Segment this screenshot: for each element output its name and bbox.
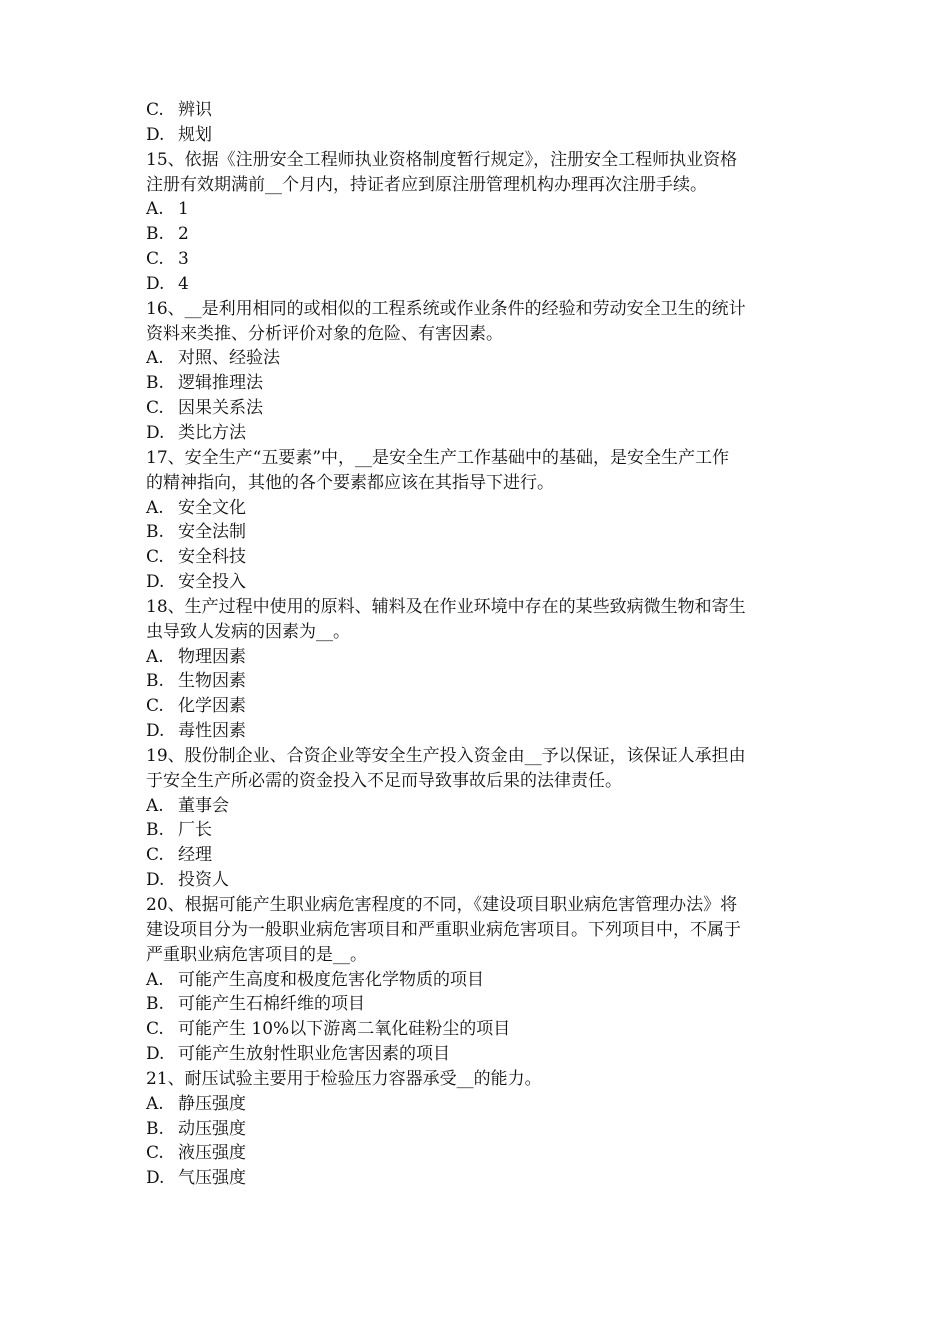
option-text: 董事会 (178, 795, 229, 816)
option-label: D. (146, 1168, 165, 1189)
option-line (146, 98, 810, 123)
option-label: C. (146, 696, 164, 717)
question-line: 16、__是利用相同的或相似的工程系统或作业条件的经验和劳动安全卫生的统计 (146, 298, 746, 319)
option-label: C. (146, 1143, 164, 1164)
option-line (146, 545, 810, 570)
option-text: 对照、经验法 (178, 348, 280, 369)
option-label: A. (146, 969, 164, 990)
option-label: C. (146, 100, 164, 120)
option-label: B. (146, 522, 164, 543)
question-line: 于安全生产所必需的资金投入不足而导致事故后果的法律责任。 (146, 770, 622, 791)
question-line: 资料来类推、分析评价对象的危险、有害因素。 (146, 323, 503, 344)
option-label: B. (146, 373, 164, 394)
option-line (146, 1117, 810, 1142)
option-label: C. (146, 1019, 164, 1040)
option-label: D. (146, 572, 165, 593)
option-line (146, 719, 810, 744)
option-line (146, 868, 810, 893)
option-text: 生物因素 (178, 671, 246, 692)
question-line: 注册有效期满前__个月内，持证者应到原注册管理机构办理再次注册手续。 (146, 174, 707, 195)
option-label: C. (146, 845, 164, 866)
option-line (146, 992, 810, 1017)
option-text: 可能产生石棉纤维的项目 (178, 994, 365, 1015)
question-line: 建设项目分为一般职业病危害项目和严重职业病危害项目。下列项目中，不属于 (146, 919, 741, 940)
option-text: 3 (178, 249, 189, 270)
option-text: 安全法制 (178, 522, 246, 543)
option-label: C. (146, 398, 164, 419)
option-label: D. (146, 273, 165, 294)
option-label: C. (146, 547, 164, 568)
question-line: 20、根据可能产生职业病危害程度的不同，《建设项目职业病危害管理办法》将 (146, 895, 738, 915)
document-page (146, 98, 810, 1191)
option-text: 厂长 (178, 820, 212, 841)
option-label: D. (146, 1044, 165, 1065)
option-text: 投资人 (178, 870, 229, 891)
option-label: D. (146, 870, 165, 891)
option-line (146, 669, 810, 694)
option-text: 因果关系法 (178, 398, 263, 419)
option-text: 类比方法 (178, 422, 246, 443)
option-label: A. (146, 348, 164, 369)
question-line: 21、耐压试验主要用于检验压力容器承受__的能力。 (146, 1068, 542, 1089)
option-label: A. (146, 199, 164, 220)
question-line: 18、生产过程中使用的原料、辅料及在作业环境中存在的某些致病微生物和寄生 (146, 596, 746, 617)
option-label: A. (146, 795, 164, 816)
option-text: 4 (178, 273, 189, 294)
option-line (146, 520, 810, 545)
option-line (146, 222, 810, 247)
option-text: 化学因素 (178, 696, 246, 717)
option-label: A. (146, 1093, 164, 1114)
option-line (146, 570, 810, 595)
option-line (146, 694, 810, 719)
question-line: 严重职业病危害项目的是__。 (146, 944, 367, 965)
option-label: B. (146, 671, 164, 692)
option-line (146, 1166, 810, 1191)
option-text: 安全投入 (178, 572, 246, 593)
option-text: 1 (178, 199, 189, 220)
option-label: B. (146, 994, 164, 1015)
option-text: 动压强度 (178, 1118, 246, 1139)
option-text: 可能产生 10%以下游离二氧化硅粉尘的项目 (178, 1019, 511, 1040)
option-line (146, 346, 810, 371)
option-text: 经理 (178, 845, 212, 866)
option-line (146, 1017, 810, 1042)
option-text: 可能产生高度和极度危害化学物质的项目 (178, 969, 484, 990)
option-text: 静压强度 (178, 1093, 246, 1114)
option-label: D. (146, 422, 165, 443)
option-text: 毒性因素 (178, 721, 246, 742)
option-text: 安全文化 (178, 497, 246, 518)
option-line (146, 645, 810, 670)
option-line (146, 123, 810, 148)
option-line (146, 1141, 810, 1166)
option-label: D. (146, 124, 165, 145)
option-text: 逻辑推理法 (178, 373, 263, 394)
option-label: B. (146, 820, 164, 841)
question-line: 17、安全生产“五要素”中，__是安全生产工作基础中的基础，是安全生产工作 (146, 447, 730, 468)
option-line (146, 421, 810, 446)
option-text: 可能产生放射性职业危害因素的项目 (178, 1044, 450, 1065)
option-line (146, 396, 810, 421)
option-line (146, 496, 810, 521)
question-line: 19、股份制企业、合资企业等安全生产投入资金由__予以保证，该保证人承担由 (146, 745, 746, 766)
option-text: 物理因素 (178, 646, 246, 667)
option-text: 2 (178, 224, 189, 245)
option-label: A. (146, 497, 164, 518)
option-line (146, 968, 810, 993)
option-text: 规划 (178, 124, 212, 145)
option-text: 安全科技 (178, 547, 246, 568)
option-line (146, 272, 810, 297)
option-line (146, 843, 810, 868)
option-label: A. (146, 646, 164, 667)
question-line: 虫导致人发病的因素为__。 (146, 621, 350, 642)
option-label: C. (146, 249, 164, 270)
option-line (146, 1092, 810, 1117)
option-text: 辨识 (178, 100, 212, 120)
option-line (146, 247, 810, 272)
question-line: 的精神指向，其他的各个要素都应该在其指导下进行。 (146, 472, 554, 493)
option-label: D. (146, 721, 165, 742)
option-line (146, 1042, 810, 1067)
option-line (146, 197, 810, 222)
option-line (146, 794, 810, 819)
question-line: 15、依据《注册安全工程师执业资格制度暂行规定》，注册安全工程师执业资格 (146, 149, 738, 170)
option-label: B. (146, 1118, 164, 1139)
option-line (146, 818, 810, 843)
option-line (146, 371, 810, 396)
option-text: 气压强度 (178, 1168, 246, 1189)
option-text: 液压强度 (178, 1143, 246, 1164)
option-label: B. (146, 224, 164, 245)
